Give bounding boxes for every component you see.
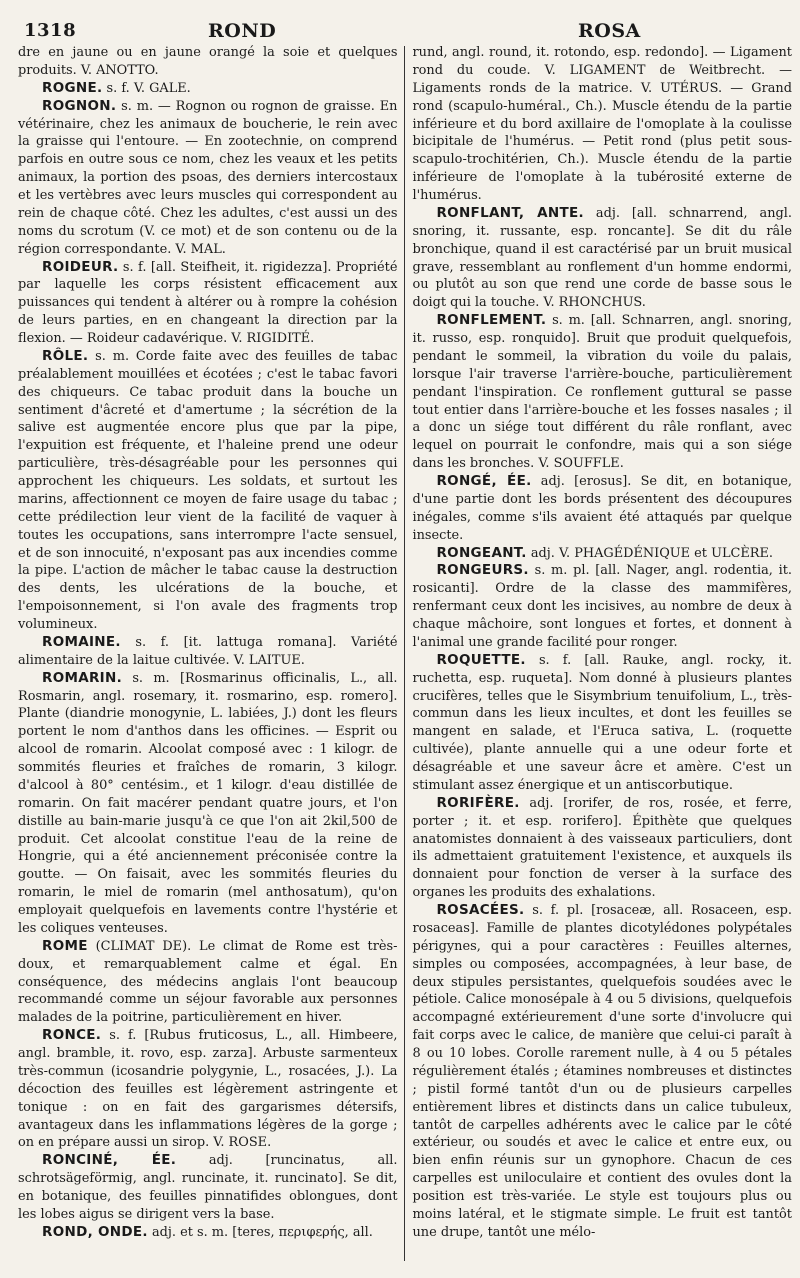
entry-text: s. m. pl. [all. Nager, angl. rodentia, it. rosicanti]. Ordre de la classe des mammifères, renfermant ceux dont les incisives, au nombre de deux à chaque mâchoire, sont longues et fortes, et donnent à l'animal une grande facilité pour ronger. [412, 563, 792, 650]
entry-text: adj. [runcinatus, all. schrotsägeförmig, angl. runcinate, it. runcinato]. Se dit, en botanique, des feuilles pinnatifides oblongues, dont les lobes aigus se dirigent vers la base. [18, 1153, 398, 1222]
entry-headword: RONCINÉ, ÉE. [42, 1152, 177, 1169]
left-column [18, 44, 404, 1264]
entry-text: s. f. [all. Rauke, angl. rocky, it. ruchetta, esp. ruqueta]. Nom donné à plusieurs plantes crucifères, telles que le Sisymbrium tenuifolium, L., très-commun dans les lieux incultes, et dont les feuilles se mangent en salade, et l'Eruca sativa, L. (roquette cultivée), plante annuelle qui a une odeur forte et désagréable et une saveur âcre et amère. C'est un stimulant assez énergique et un antiscorbutique. [412, 652, 792, 793]
entry-headword: RONGEURS. [436, 562, 529, 579]
continued-entry [412, 44, 792, 205]
entry-text: s. f. V. GALE. [106, 80, 191, 96]
dictionary-entry [412, 473, 792, 545]
entry-headword: RONFLANT, ANTE. [436, 204, 584, 221]
entry-headword: RONCE. [42, 1027, 102, 1044]
entry-text: dre en jaune ou en jaune orangé la soie et quelques produits. V. ANOTTO. [18, 45, 398, 78]
entry-headword: RONGEANT. [436, 544, 527, 561]
entry-headword: ROSACÉES. [436, 902, 525, 918]
entry-text: adj. et s. m. [teres, περιφερής, all. [151, 1224, 373, 1240]
entry-headword: ROQUETTE. [436, 651, 526, 668]
dictionary-entry [18, 634, 398, 670]
entry-text: s. m. [all. Schnarren, angl. snoring, it. russo, esp. ronquido]. Bruit que produit quelquefois, pendant le sommeil, la vibration du voile du palais, lorsque l'air traverse l'arrière-bouche, particulièrement pendant l'inspiration. Ce ronflement guttural se passe tout entier dans l'arrière-bouche et les fosses nasales ; il a donc un siége tout différent du râle ronflant, avec lequel on pourrait le confondre, mais qui a son siége dans les bronches. V. SOUFFLE. [412, 313, 792, 472]
entry-headword: ROMARIN. [42, 669, 122, 686]
dictionary-entry [18, 1152, 398, 1224]
entry-headword: ROGNON. [42, 97, 117, 114]
entry-text: s. f. [Rubus fruticosus, L., all. Himbeere, angl. bramble, it. rovo, esp. zarza]. Arbuste sarmenteux très-commun (icosandrie polygynie, L., rosacées, J.). La décoction des feuilles est légèrement astringente et tonique : on en fait des gargarismes détersifs, avantageux dans les inflammations légères de la gorge ; on en prépare aussi un sirop. V. ROSE. [18, 1028, 398, 1151]
entry-headword: RONFLEMENT. [436, 312, 547, 329]
two-column-body [18, 44, 792, 1264]
dictionary-entry [18, 98, 398, 259]
entry-text: adj. [all. schnarrend, angl. snoring, it. russante, esp. roncante]. Se dit du râle bronchique, quand il est caractérisé par un bruit musical grave, ressemblant au ronflement d'un homme endormi, ou plutôt au son que rend une corde de basse sous le doigt qui la touche. V. RHONCHUS. [412, 205, 792, 311]
dictionary-entry [412, 795, 792, 902]
dictionary-entry [18, 1027, 398, 1152]
entry-text: adj. V. PHAGÉDÉNIQUE et ULCÈRE. [530, 545, 773, 561]
entry-text: adj. [rorifer, de ros, rosée, et ferre, porter ; it. et esp. rorifero]. Épithète que quelques anatomistes donnaient à des vaisseaux particuliers, dont ils admettaient gratuitement l'existence, et auxquels ils donnaient pour fonction de verser à la surface des organes les produits des exhalations. [412, 795, 792, 901]
entry-headword: ROME [42, 937, 88, 954]
entry-text: adj. [erosus]. Se dit, en botanique, d'une partie dont les bords présentent des découpures inégales, comme s'ils avaient été attaqués par quelque insecte. [412, 474, 792, 543]
dictionary-entry [412, 205, 792, 312]
entry-text: s. m. — Rognon ou rognon de graisse. En vétérinaire, chez les animaux de boucherie, le rein avec la graisse qui l'entoure. — En zootechnie, on comprend parfois en outre sous ce nom, chez les veaux et les petits animaux, la portion des psoas, des derniers intercostaux et les vertèbres avec leurs muscles qui correspondent au rein de chaque côté. Chez les adultes, c'est aussi un des noms du scrotum (V. ce mot) et de son contenu ou de la région correspondante. V. MAL. [18, 98, 398, 257]
entry-text: s. f. [it. lattuga romana]. Variété alimentaire de la laitue cultivée. V. LAITUE. [18, 634, 398, 668]
right-guide-word: ROSA [578, 20, 641, 42]
running-header [18, 14, 792, 44]
entry-text: s. f. pl. [rosaceæ, all. Rosaceen, esp. rosaceas]. Famille de plantes dicotylédones polypétales périgynes, qui a pour caractères : Feuilles alternes, simples ou composées, accompagnées, à leur base, de deux stipules persistantes, quelquefois soudées avec le pétiole. Calice monosépale à 4 ou 5 divisions, quelquefois accompagné extérieurement d'une sorte d'involucre qui fait corps avec le calice, de manière que celui-ci paraît à 8 ou 10 lobes. Corolle rarement nulle, à 4 ou 5 pétales régulièrement étalés ; étamines nombreuses et distinctes ; pistil formé tantôt d'un ou de plusieurs carpelles entièrement libres et distincts dans un calice tubuleux, tantôt de carpelles adhérents avec le calice par le côté extérieur, ou soudés et avec le calice et entre eux, ou bien enfin réunis sur un gynophore. Chacun de ces carpelles est uniloculaire et contient des ovules dont la position est très-variée. Le style est toujours plus ou moins latéral, et le stigmate simple. Le fruit est tantôt une drupe, tantôt une mélo- [412, 903, 792, 1240]
dictionary-entry [18, 1224, 398, 1242]
dictionary-entry [18, 348, 398, 634]
entry-text: (CLIMAT DE). Le climat de Rome est très-doux, et remarquablement calme et égal. En conséquence, des médecins anglais l'ont beaucoup recommandé comme un séjour favorable aux personnes malades de la poitrine, particulièrement en hiver. [18, 938, 398, 1026]
entry-headword: ROMAINE. [42, 633, 121, 650]
entry-headword: RORIFÈRE. [436, 794, 520, 811]
left-guide-word: ROND [208, 20, 277, 42]
entry-text: s. f. [all. Steifheit, it. rigidezza]. Propriété par laquelle les corps résistent efficacement aux puissances qui tendent à altérer ou à rompre la cohésion de leurs parties, en en changeant la direction par la flexion. — Roideur cadavérique. V. RIGIDITÉ. [18, 259, 398, 346]
dictionary-entry [18, 670, 398, 938]
dictionary-entry [412, 902, 792, 1242]
entry-text: s. m. [Rosmarinus officinalis, L., all. Rosmarin, angl. rosemary, it. rosmarino, esp. romero]. Plante (diandrie monogynie, L. labiées, J.) dont les fleurs portent le nom d'anthos dans les officines. — Esprit ou alcool de romarin. Alcoolat composé avec : 1 kilogr. de sommités fleuries et fraîches de romarin, 3 kilogr. d'alcool à 80° centésim., et 1 kilogr. d'eau distillée de romarin. On fait macérer pendant quatre jours, et l'on distille au bain-marie jusqu'à ce que l'on ait 2kil,500 de produit. Cet alcoolat constitue l'eau de la reine de Hongrie, qui a été anciennement préconisée contre la goutte. — On faisait, avec les sommités fleuries du romarin, le miel de romarin (mel anthosatum), qu'on employait quelquefois en lavements contre l'hystérie et les coliques venteuses. [18, 670, 398, 936]
dictionary-entry [412, 562, 792, 651]
entry-headword: RÔLE. [42, 347, 89, 364]
entry-headword: ROND, ONDE. [42, 1223, 148, 1240]
entry-headword: ROGNE. [42, 79, 103, 96]
entry-headword: ROIDEUR. [42, 258, 119, 275]
entry-text: s. m. Corde faite avec des feuilles de tabac préalablement mouillées et écotées ; c'est le tabac favori des chiqueurs. Ce tabac produit dans la bouche un sentiment d'âcreté et d'amertume ; la sécrétion de la salive est augmentée encore plus que par la pipe, l'expuition est fréquente, et l'haleine prend une odeur particulière, très-désagréable pour les personnes qui approchent les chiqueurs. Les soldats, et surtout les marins, affectionnent ce moyen de faire usage du tabac ; cette prédilection leur vient de la facilité de vaquer à toutes les occupations, sans interrompre l'acte sensuel, et de son innocuité, n'exposant pas aux incendies comme la pipe. L'action de mâcher le tabac cause la destruction des dents, les ulcérations de la bouche, et l'empoisonnement, si l'on avale des fragments trop volumineux. [18, 348, 398, 632]
dictionary-entry [18, 80, 398, 98]
right-column [404, 44, 792, 1264]
dictionary-entry [18, 938, 398, 1027]
continued-entry [18, 44, 398, 80]
dictionary-entry [412, 652, 792, 795]
dictionary-entry [412, 312, 792, 473]
page-number: 1318 [24, 20, 77, 41]
dictionary-entry [412, 545, 792, 563]
dictionary-entry [18, 259, 398, 348]
entry-headword: RONGÉ, ÉE. [436, 473, 532, 489]
entry-text: rund, angl. round, it. rotondo, esp. redondo]. — Ligament rond du coude. V. LIGAMENT de Weitbrecht. — Ligaments ronds de la matrice. V. UTÉRUS. — Grand rond (scapulo-huméral., Ch.). Muscle étendu de la partie inférieure et du bord axillaire de l'omoplate à la coulisse bicipitale de l'humérus. — Petit rond (plus petit sous-scapulo-trochitérien, Ch.). Muscle étendu de la partie inférieure de l'omoplate à la tubérosité externe de l'humérus. [412, 45, 792, 203]
